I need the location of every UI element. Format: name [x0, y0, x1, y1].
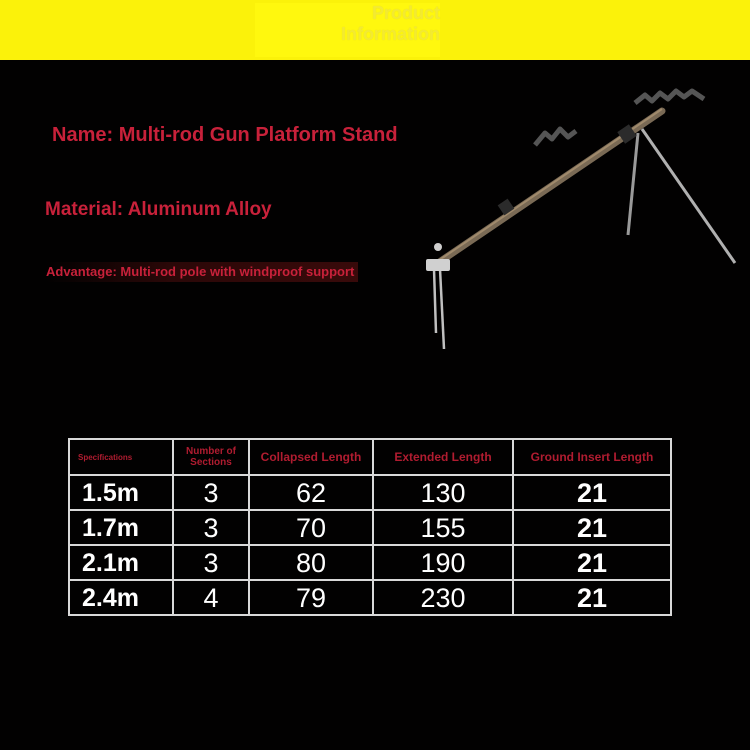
table-row — [69, 510, 671, 545]
table-row — [69, 580, 671, 615]
table-header-row — [69, 439, 671, 475]
cell-extended: 230 — [373, 580, 513, 615]
col-header-sections: Number of Sections — [173, 439, 249, 475]
header-title-line1: Product — [371, 3, 440, 23]
cell-collapsed: 80 — [249, 545, 373, 580]
cell-collapsed: 62 — [249, 475, 373, 510]
cell-extended: 155 — [373, 510, 513, 545]
header-banner — [0, 0, 750, 60]
table-row — [69, 475, 671, 510]
product-material: Material: Aluminum Alloy — [45, 199, 272, 220]
header-title — [255, 3, 440, 57]
cell-spec: 2.1m — [69, 545, 173, 580]
cell-extended: 190 — [373, 545, 513, 580]
col-header-ground: Ground Insert Length — [513, 439, 671, 475]
cell-sections: 3 — [173, 510, 249, 545]
cell-sections: 4 — [173, 580, 249, 615]
table-row — [69, 545, 671, 580]
col-header-specifications: Specifications — [69, 439, 173, 475]
cell-ground: 21 — [513, 545, 671, 580]
cell-ground: 21 — [513, 475, 671, 510]
product-advantage: Advantage: Multi-rod pole with windproof support — [46, 262, 358, 282]
cell-collapsed: 79 — [249, 580, 373, 615]
cell-spec: 2.4m — [69, 580, 173, 615]
product-name: Name: Multi-rod Gun Platform Stand — [52, 124, 398, 146]
header-title-line2: Information — [341, 24, 440, 44]
cell-sections: 3 — [173, 475, 249, 510]
cell-spec: 1.7m — [69, 510, 173, 545]
col-header-extended: Extended Length — [373, 439, 513, 475]
cell-ground: 21 — [513, 580, 671, 615]
spec-table — [68, 438, 672, 616]
cell-sections: 3 — [173, 545, 249, 580]
rod-stand-illustration — [400, 85, 750, 365]
cell-extended: 130 — [373, 475, 513, 510]
col-header-collapsed: Collapsed Length — [249, 439, 373, 475]
cell-spec: 1.5m — [69, 475, 173, 510]
cell-collapsed: 70 — [249, 510, 373, 545]
cell-ground: 21 — [513, 510, 671, 545]
